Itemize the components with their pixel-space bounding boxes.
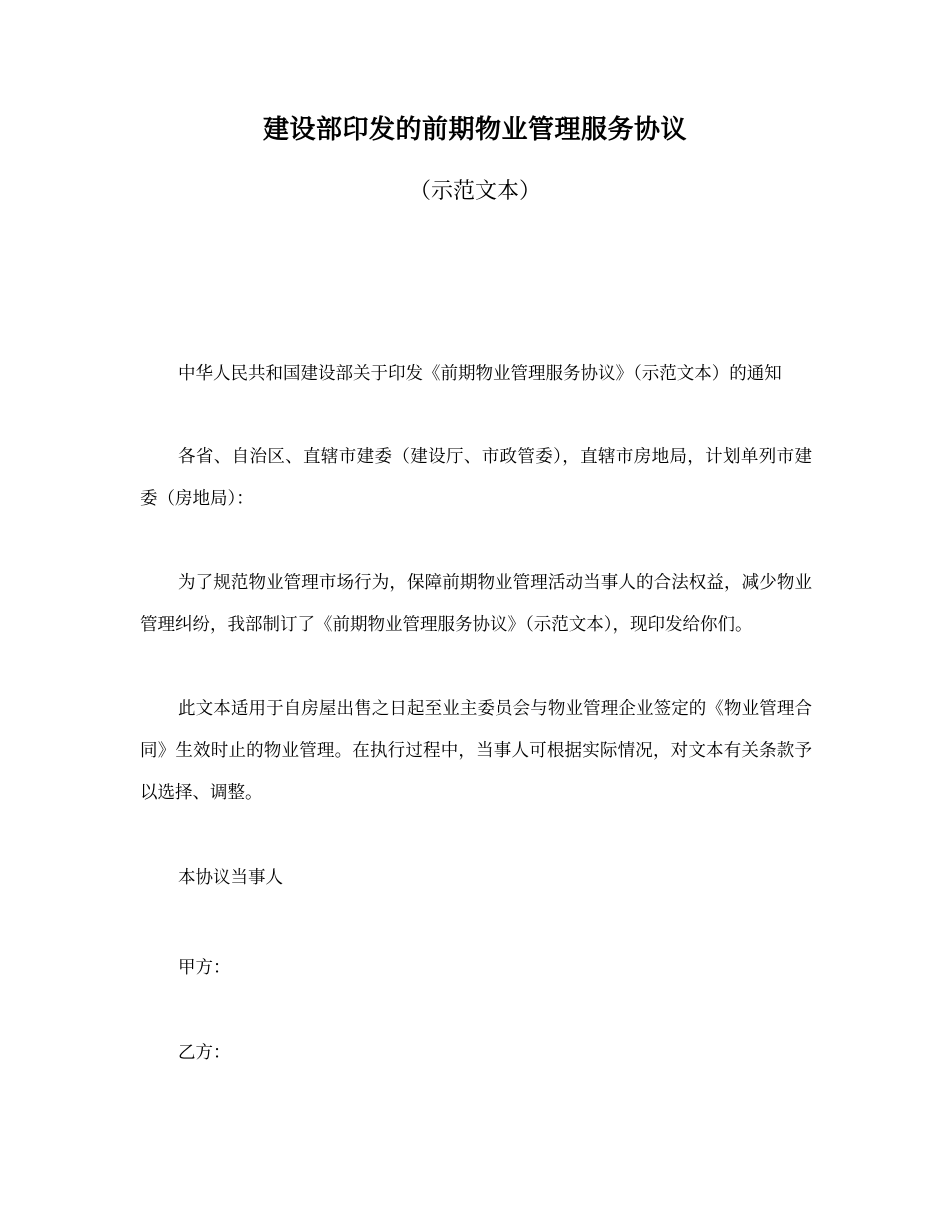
document-title: 建设部印发的前期物业管理服务协议 [262,115,687,145]
paragraph-purpose: 为了规范物业管理市场行为，保障前期物业管理活动当事人的合法权益，减少物业管理纠纷，我部制订了《前期物业管理服务协议》（示范文本），现印发给你们。 [140,573,812,635]
paragraph-parties-heading: 本协议当事人 [178,868,283,888]
paragraph-addressees: 各省、自治区、直辖市建委（建设厅、市政管委），直辖市房地局，计划单列市建委（房地局）： [140,447,812,509]
paragraph-scope: 此文本适用于自房屋出售之日起至业主委员会与物业管理企业签定的《物业管理合同》生效时止的物业管理。在执行过程中，当事人可根据实际情况，对文本有关条款予以选择、调整。 [140,699,812,803]
paragraph-party-a: 甲方： [178,958,231,978]
paragraph-party-b: 乙方： [178,1043,231,1063]
paragraph-notice-title: 中华人民共和国建设部关于印发《前期物业管理服务协议》（示范文本）的通知 [178,364,782,384]
document-subtitle: （示范文本） [408,179,541,204]
